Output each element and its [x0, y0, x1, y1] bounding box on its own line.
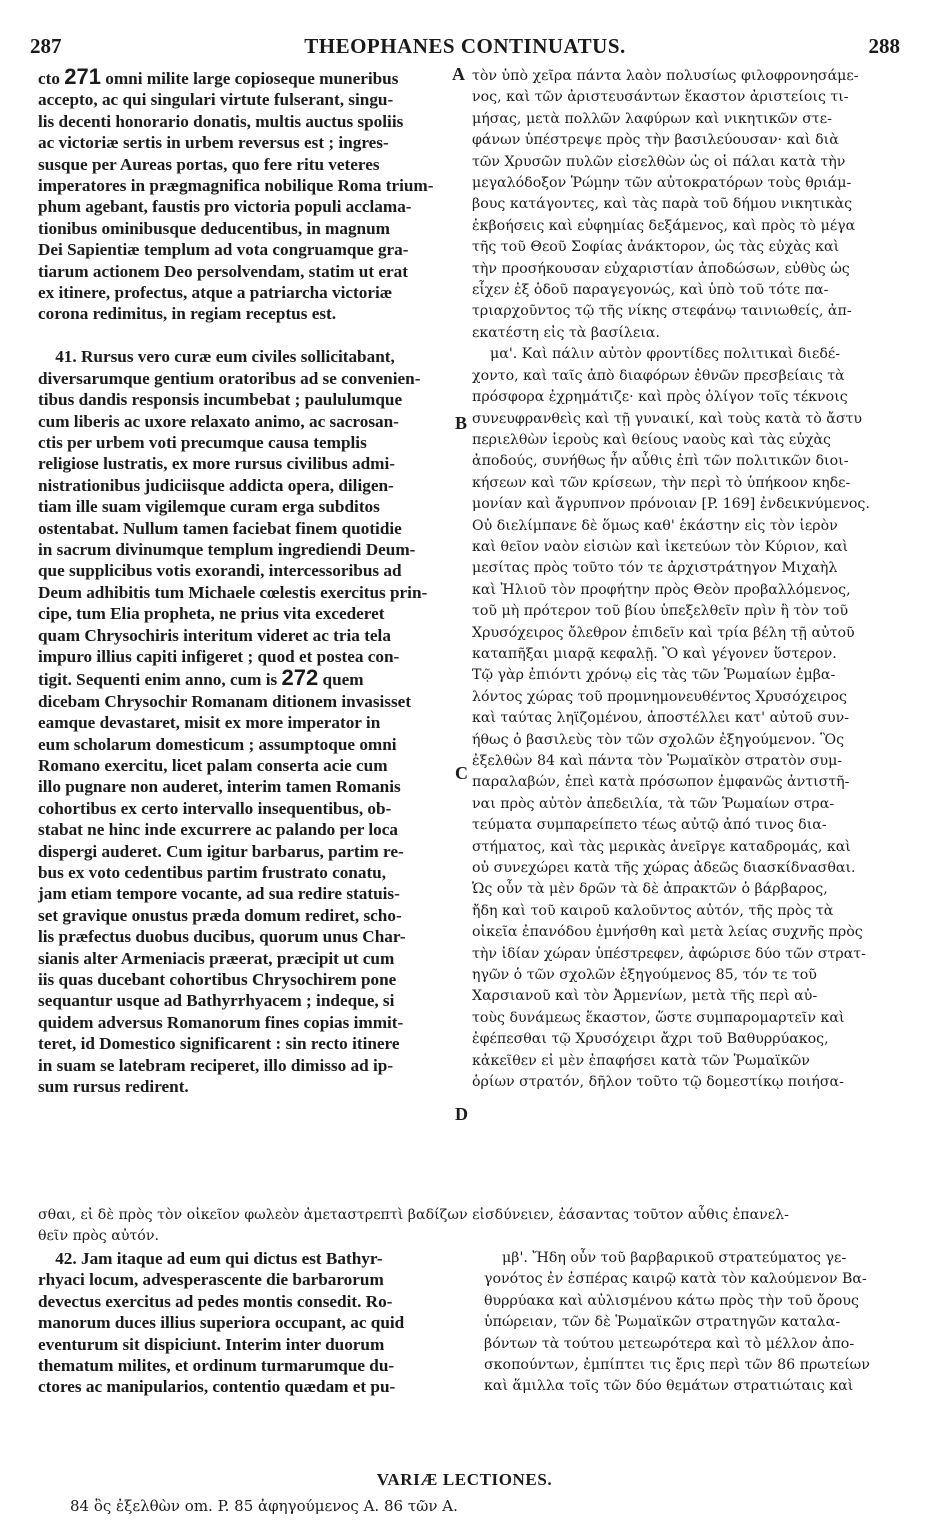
- section-number-1: 271: [64, 64, 101, 89]
- greek-carry-line: σθαι, εἰ δὲ πρὸς τὸν οἰκεῖον φωλεὸν ἀμεταστρεπτὶ βαδίζων εἰσδύνειεν, ἐάσαντας τοῦτον αὖθις ἐπανελ- θεῖν πρὸς αὐτόν.: [38, 1207, 789, 1245]
- greek-column-bottom: μβ'. Ἤδη οὖν τοῦ βαρβαρικοῦ στρατεύματος γε- γονότος ἐν ἑσπέρας καιρῷ κατὰ τὸν καλούμενον Βα- θυρρύακα καὶ αὐλισμένου κάτω πρὸς τὴν τοῦ ὄρους ὑπώρειαν, τῶν δὲ Ῥωμαϊκῶν στρατηγῶν καταλα- βόντων τὰ τούτου μετεωρότερα καὶ τὸ μέλλον ἀπο- σκοπούντων, ἐμπίπτει τις ἔρις περὶ τῶν 86 πρωτείων καὶ ἅμιλλα τοῖς τῶν δύο θεμάτων στρατιώταις καὶ: [484, 1250, 870, 1395]
- margin-letter-a: A: [452, 64, 465, 84]
- margin-letter-b: B: [455, 413, 468, 433]
- variae-lectiones-heading: VARIÆ LECTIONES.: [376, 1470, 553, 1489]
- greek-column-top: τὸν ὑπὸ χεῖρα πάντα λαὸν πολυσίως φιλοφρονησάμε- νος, καὶ τῶν ἀριστευσάντων ἕκαστον ἀριστείοις τι- μήσας, μετὰ πολλῶν λαφύρων καὶ νικητικῶν στε- φάνων ὑπέστρεψε πρὸς τὴν βασιλεύουσαν· καὶ διὰ τῶν Χρυσῶν πυλῶν εἰσελθὼν ὡς οἱ πάλαι κατὰ τὴν μεγαλόδοξον Ῥώμην τῶν αὐτοκρατόρων τοὺς θριάμ- βους κατάγοντες, καὶ τὰς παρὰ τοῦ δήμου νικητικὰς ἐκβοήσεις καὶ εὐφημίας δεξάμενος, καὶ πρὸς τὸ μέγα τῆς τοῦ Θεοῦ Σοφίας ἀνάκτορον, ὡς τὰς εὐχὰς καὶ τὴν προσήκουσαν εὐχαριστίαν ἀποδώσων, εὐθὺς ὡς εἶχεν ἐξ ὁδοῦ παραγεγονώς, καὶ ὑπὸ τοῦ τότε πα- τριαρχοῦντος τῷ τῆς νίκης στεφάνῳ ταινιωθείς, ἀπ- εκατέστη εἰς τὰ βασίλεια. μα'. Καὶ πάλιν αὐτὸν φροντίδες πολιτικαὶ διεδέ- χοντο, καὶ ταῖς ἀπὸ διαφόρων ἐθνῶν πρεσβείαις τὰ πρόσφορα ἐχρημάτιζε· καὶ πρὸς ὀλίγον τοῖς τέκνοις συνευφρανθεὶς καὶ τῇ γυναικί, καὶ τοὺς κατὰ τὸ ἄστυ περιελθὼν ἱεροὺς καὶ θείους ναοὺς καὶ τὰς εὐχὰς ἀποδούς, συνήθως ἦν αὖθις ἐπὶ τῶν πολιτικῶν διοι- κήσεων καὶ τῶν κρίσεων, τὴν περὶ τὸ ὑπήκοον κηδε- μονίαν καὶ ἄγρυπνον πρόνοιαν [P. 169] ἐνδεικνύμενος. Οὐ διελίμπανε δὲ ὅμως καθ' ἑκάστην εἰς τὸν ἱερὸν καὶ θεῖον ναὸν εἰσιὼν καὶ ἱκετεύων τὸν Κύριον, καὶ μεσίτας πρὸς τοῦτο τόν τε ἀρχιστράτηγον Μιχαὴλ καὶ Ἠλιοῦ τὸν προφήτην πρὸς Θεὸν προβαλλόμενος, τοῦ μὴ πρότερον τοῦ βίου ὑπεξελθεῖν πρὶν ἢ τὸν τοῦ Χρυσόχειρος ὄλεθρον ἐπιδεῖν καὶ τρία βέλη τῇ αὐτοῦ καταπῆξαι μιαρᾷ κεφαλῇ. Ὃ καὶ γέγονεν ὕστερον. Τῷ γὰρ ἐπιόντι χρόνῳ εἰς τὰς τῶν Ῥωμαίων ἐμβα- λόντος χώρας τοῦ προμνημονευθέντος Χρυσόχειρος καὶ ταύτας ληϊζομένου, ἀποστέλλει κατ' αὐτοῦ συν- ήθως ὁ βασιλεὺς τὸν τῶν σχολῶν ἐξηγούμενον. Ὃς ἐξελθὼν 84 καὶ πάντα τὸν Ῥωμαϊκὸν στρατὸν συμ- παραλαβών, ἐπεὶ κατὰ πρόσωπον ἐμφανῶς ἀντιστῆ- ναι πρὸς αὐτὸν ἀπεδειλία, τὰ τῶν Ῥωμαίων στρα- τεύματα συμπαρείπετο τέως αὐτῷ ἀπό τινος δια- στήματος, καὶ τὰς μερικὰς ἀνεῖργε καταδρομάς, καὶ οὐ συνεχώρει κατὰ τῆς χώρας ἀδεῶς διασκίδνασθαι. Ὡς οὖν τὰ μὲν δρῶν τὰ δὲ ἀπρακτῶν ὁ βάρβαρος, ἤδη καὶ τοῦ καιροῦ καλοῦντος αὐτόν, τῆς πρὸς τὰ οἰκεῖα ἐπανόδου ἐμνήσθη καὶ μετὰ λείας συχνῆς πρὸς τὴν ἰδίαν χώραν ὑπέστρεφεν, ἀφώρισε δύο τῶν στρατ- ηγῶν ὁ τῶν σχολῶν ἐξηγούμενος 85, τόν τε τοῦ Χαρσιανοῦ καὶ τὸν Ἀρμενίων, μετὰ τῆς περὶ αὐ- τοὺς δυνάμεως ἕκαστον, ὥστε συμπαρομαρτεῖν καὶ ἐφέπεσθαι τῷ Χρυσόχειρι ἄχρι τοῦ Βαθυρρύακος, κἀκεῖθεν εἰ μὲν ἐπαφήσει κατὰ τῶν Ῥωμαϊκῶν ὁρίων στρατόν, δῆλον τοῦτο τῷ δομεστίκῳ ποιήσα-: [472, 68, 870, 1091]
- page-number-right: 288: [868, 34, 900, 58]
- footnotes: 84 ὃς ἐξελθὼν om. P. 85 ἀφηγούμενος A. 86 τῶν A.: [70, 1497, 458, 1515]
- page-number-left: 287: [30, 34, 62, 58]
- running-header: [30, 34, 900, 64]
- margin-letter-c: C: [455, 763, 468, 783]
- latin-column-bottom: 42. Jam itaque ad eum qui dictus est Bathyr- rhyaci locum, advesperascente die barbarorum devectus exercitus ad pedes montis consedit. Ro- manorum duces illius superiora occupant, ac quid eventurum sit dispiciunt. Interim inter duorum thematum milites, et ordinum turmarumque du- ctores ac manipularios, contentio quædam et pu-: [38, 1249, 405, 1397]
- section-number-2: 272: [281, 665, 319, 691]
- latin-column-top: cto 271 omni milite large copioseque muneribus accepto, ac qui singulari virtute fulserant, singu- lis decenti honorario donatis, multis auctus spoliis ac victoriæ sertis in urbem reversus est ; ingres- susque per Aureas portas, quo fere ritu veteres imperatores in prægmagnifica nobilique Roma trium- phum agebant, faustis pro victoria populi acclama- tionibus ominibusque deducentibus, in magnum Dei Sapientiæ templum ad vota congruamque gra- tiarum actionem Deo persolvendam, statim ut erat ex itinere, profectus, atque a patriarcha victoriæ corona redimitus, in regiam receptus est. 41. Rursus vero curæ eum civiles sollicitabant, diversarumque gentium oratoribus ad se convenien- tibus dandis responsis incumbebat ; paululumque cum liberis ac uxore relaxato animo, ac sacrosan- ctis per urbem voti precumque causa templis religiose lustratis, ex more rursus civilibus admi- nistrationibus judiciisque addicta opera, diligen- tiam ille suam vigilemque curam erga subditos ostentabat. Nullum tamen faciebat finem quotidie in sacrum divinumque templum ingrediendi Deum- que supplicibus votis exorandi, intercessoribus ad Deum adhibitis tum Michaele cœlestis exercitus prin- cipe, tum Elia propheta, ne prius vita excederet quam Chrysochiris interitum videret ac tria tela impuro illius capiti infigeret ; quod et postea con- tigit. Sequenti enim anno, cum is 272 quem dicebam Chrysochir Romanam ditionem invasisset eamque devastaret, misit ex more imperator in eum scholarum domesticum ; assumptoque omni Romano exercitu, licet palam conserta acie cum illo pugnare non auderet, interim tamen Romanis cohortibus ex certo intervallo insequentibus, ob- stabat ne hinc inde excurrere ac palando per loca dispergi auderet. Cum igitur barbarus, partim re- bus ex voto cedentibus partim frustrato conatu, jam etiam tempore vocante, ad sua redire statuis- set gravique onustus præda domum rediret, scho- lis præfectus duobus ducibus, quorum unus Char- sianis alter Armeniacis præerat, præcipit ut cum iis quas ducebant cohortibus Chrysochirem pone sequantur usque ad Bathyrrhyacem ; indeque, si quidem adversus Romanorum fines copias immit- teret, id Domestico significarent : sin recto itinere in suam se latebram reciperet, illo dimisso ad ip- sum rursus redirent.: [38, 64, 434, 1097]
- running-title: THEOPHANES CONTINUATUS.: [304, 34, 626, 58]
- margin-letter-d: D: [455, 1104, 468, 1124]
